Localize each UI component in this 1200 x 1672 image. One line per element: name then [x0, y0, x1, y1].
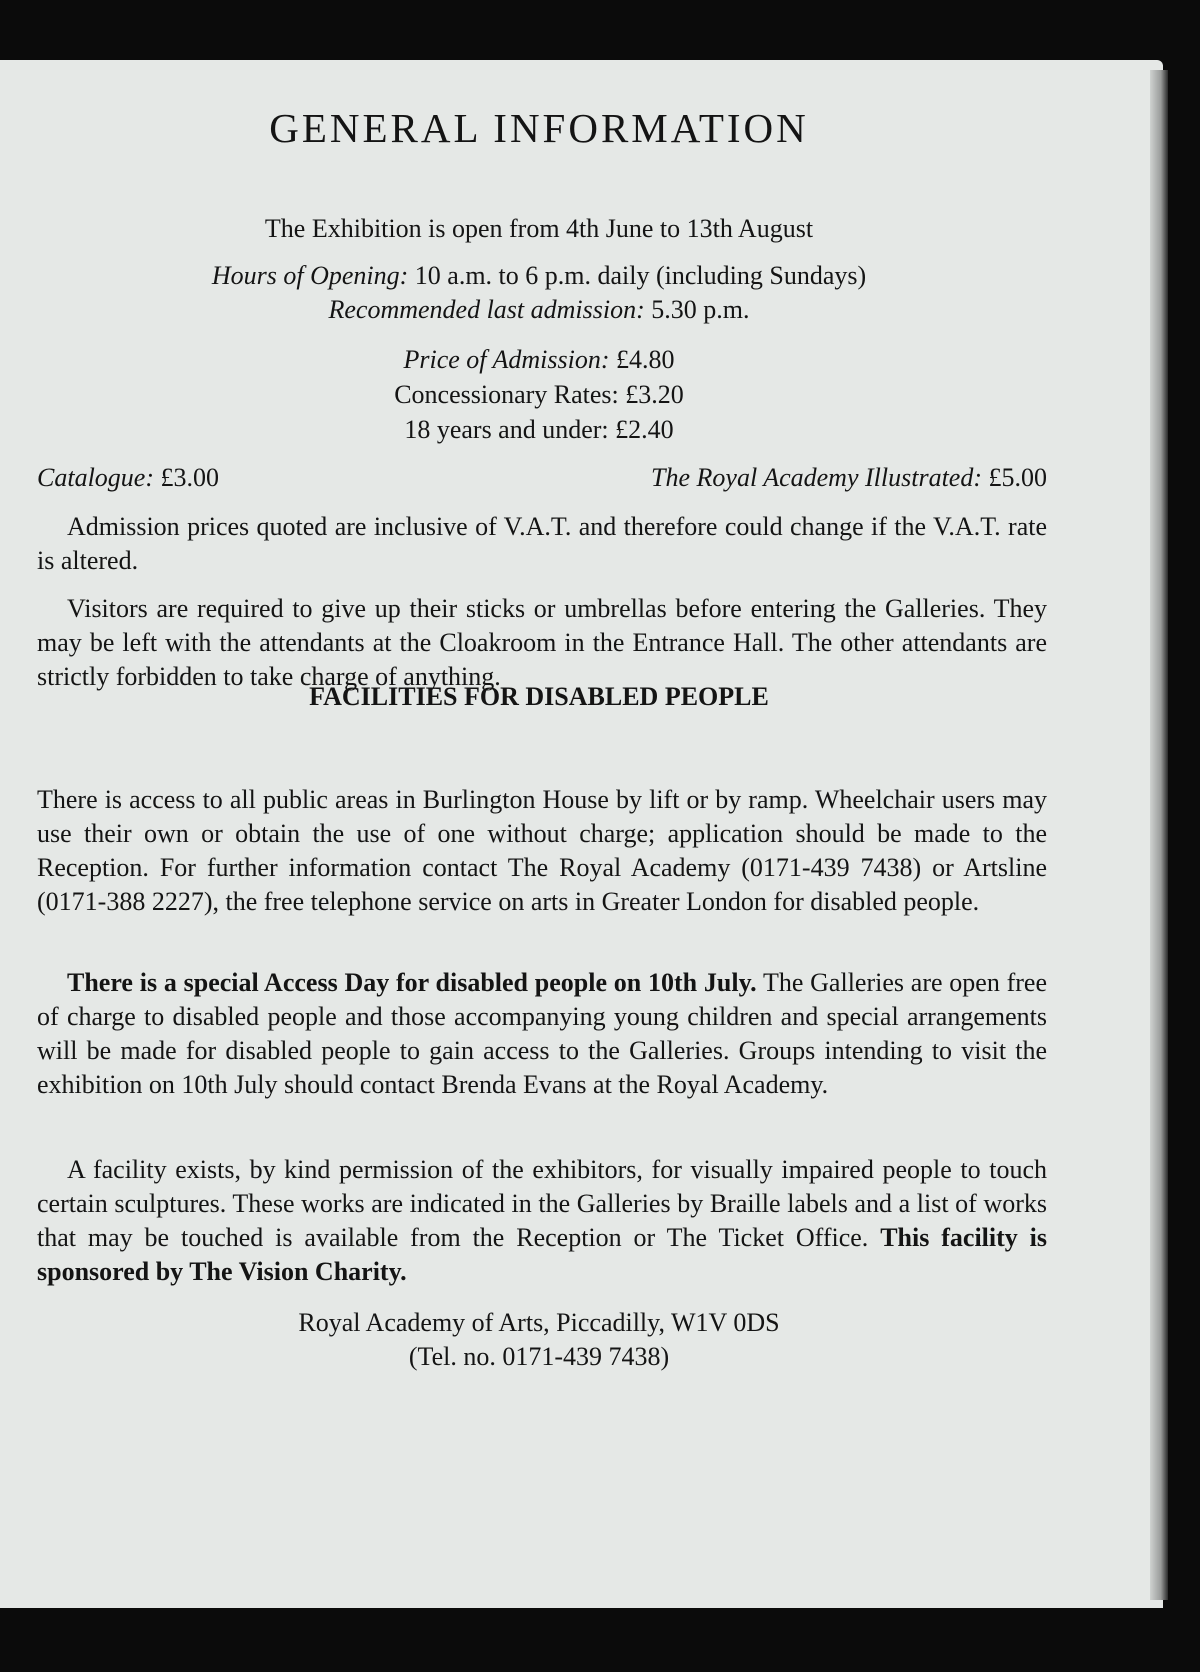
address: Royal Academy of Arts, Piccadilly, W1V 0DS: [298, 1308, 780, 1337]
catalogue-price: [37, 463, 219, 493]
disabled-facilities-heading: FACILITIES FOR DISABLED PEOPLE: [309, 682, 769, 711]
touch-facility-paragraph: [37, 1153, 1047, 1289]
page-edge: [1150, 70, 1168, 1600]
telephone: (Tel. no. 0171-439 7438): [408, 1342, 670, 1371]
access-day-text: The Galleries are open free of charge to disabled people and those accompanying young children and special arrangements will be made for disabled people to gain access to the Galleries. Groups intending to visit the exhibition on 10th July should contact Brenda Evans at the Royal Academy.: [37, 968, 1047, 1099]
admission-price-label: Price of Admission:: [403, 345, 610, 374]
access-day-paragraph: [37, 966, 1047, 1102]
access-day-bold: There is a special Access Day for disabled people on 10th July.: [67, 968, 757, 997]
publication-prices: [37, 463, 1047, 493]
page-title: GENERAL INFORMATION: [269, 105, 809, 152]
concessionary-rates: Concessionary Rates: £3.20: [394, 380, 684, 409]
exhibition-dates: The Exhibition is open from 4th June to 13th August: [264, 214, 814, 243]
illustrated-label: The Royal Academy Illustrated:: [651, 463, 982, 492]
catalogue-label: Catalogue:: [37, 463, 154, 492]
vat-note: Admission prices quoted are inclusive of V.A.T. and therefore could change if the V.A.T. rate is altered.: [37, 512, 1047, 575]
opening-hours-value: 10 a.m. to 6 p.m. daily (including Sundays): [408, 261, 867, 290]
last-admission: [0, 293, 1078, 327]
touch-facility-text: A facility exists, by kind permission of the exhibitors, for visually impaired people to touch certain sculptures. These works are indicated in the Galleries by Braille labels and a list of works that may be touched is available from the Reception or The Ticket Office.: [37, 1155, 1047, 1252]
last-admission-label: Recommended last admission:: [328, 295, 645, 324]
last-admission-value: 5.30 p.m.: [644, 295, 750, 324]
under-18-rate: 18 years and under: £2.40: [404, 415, 674, 444]
opening-hours: [0, 259, 1078, 293]
sticks-note: Visitors are required to give up their sticks or umbrellas before entering the Galleries. They may be left with the attendants at the Cloakroom in the Entrance Hall. The other attendants are strictly forbidden to take charge of anything.: [37, 594, 1047, 691]
illustrated-price: [651, 463, 1047, 493]
admission-price: [0, 343, 1078, 377]
illustrated-value: £5.00: [982, 463, 1047, 492]
sponsor-note: This facility is sponsored by The Vision Charity.: [37, 1223, 1048, 1286]
access-paragraph: There is access to all public areas in Burlington House by lift or by ramp. Wheelchair users may use their own or obtain the use of one without charge; application should be made to the Reception. For further information contact The Royal Academy (0171-439 7438) or Artsline (0171-388 2227), the free telephone service on arts in Greater London for disabled people.: [37, 785, 1047, 916]
admission-price-value: £4.80: [609, 345, 675, 374]
opening-hours-label: Hours of Opening:: [211, 261, 409, 290]
catalogue-value: £3.00: [154, 463, 219, 492]
